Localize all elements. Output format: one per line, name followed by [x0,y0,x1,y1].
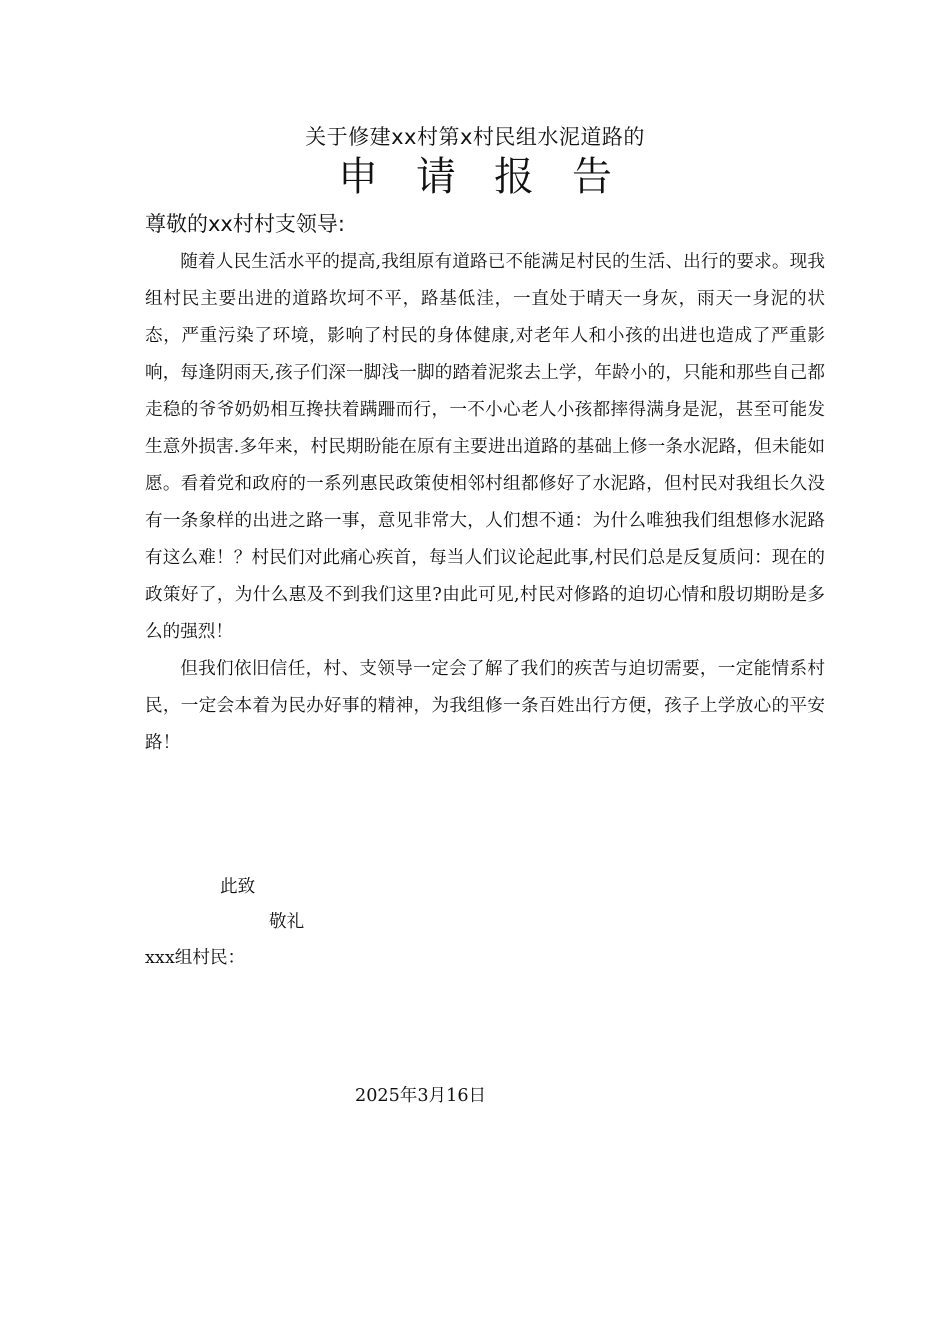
title-char: 告 [572,154,612,200]
title-char: 申 [338,154,378,200]
body-text [145,244,825,762]
salutation: 尊敬的xx村村支领导: [145,212,345,236]
body-paragraph: 但我们依旧信任，村、支领导一定会了解了我们的疾苦与迫切需要，一定能情系村民，一定会本着为民办好事的精神，为我组修一条百姓出行方便，孩子上学放心的平安路！ [145,659,825,753]
title-char: 请 [416,154,456,200]
signature: xxx组村民： [145,948,246,968]
body-paragraph: 随着人民生活水平的提高,我组原有道路已不能满足村民的生活、出行的要求。现我组村民主要出进的道路坎坷不平，路基低洼，一直处于晴天一身灰，雨天一身泥的状态，严重污染了环境，影响了村民的身体健康,对老年人和小孩的出进也造成了严重影响，每逢阴雨天,孩子们深一脚浅一脚的踏着泥浆去上学，年龄小的，只能和那些自己都走稳的爷爷奶奶相互搀扶着蹒跚而行，一不小心老人小孩都摔得满身是泥，甚至可能发生意外损害.多年来，村民期盼能在原有主要进出道路的基础上修一条水泥路，但未能如愿。看着党和政府的一系列惠民政策使相邻村组都修好了水泥路，但村民对我组长久没有一条象样的出进之路一事，意见非常大，人们想不通：为什么唯独我们组想修水泥路有这么难！？村民们对此痛心疾首，每当人们议论起此事,村民们总是反复质问：现在的政策好了，为什么惠及不到我们这里?由此可见,村民对修路的迫切心情和殷切期盼是多么的强烈！ [145,252,825,642]
document-title-subtitle: 关于修建xx村第x村民组水泥道路的 [305,125,645,149]
closing-greeting: 此致 [220,877,256,897]
closing-salute: 敬礼 [269,912,305,932]
title-char: 报 [494,154,534,200]
document-date: 2025年3月16日 [355,1086,487,1106]
document-title-main [0,151,950,203]
